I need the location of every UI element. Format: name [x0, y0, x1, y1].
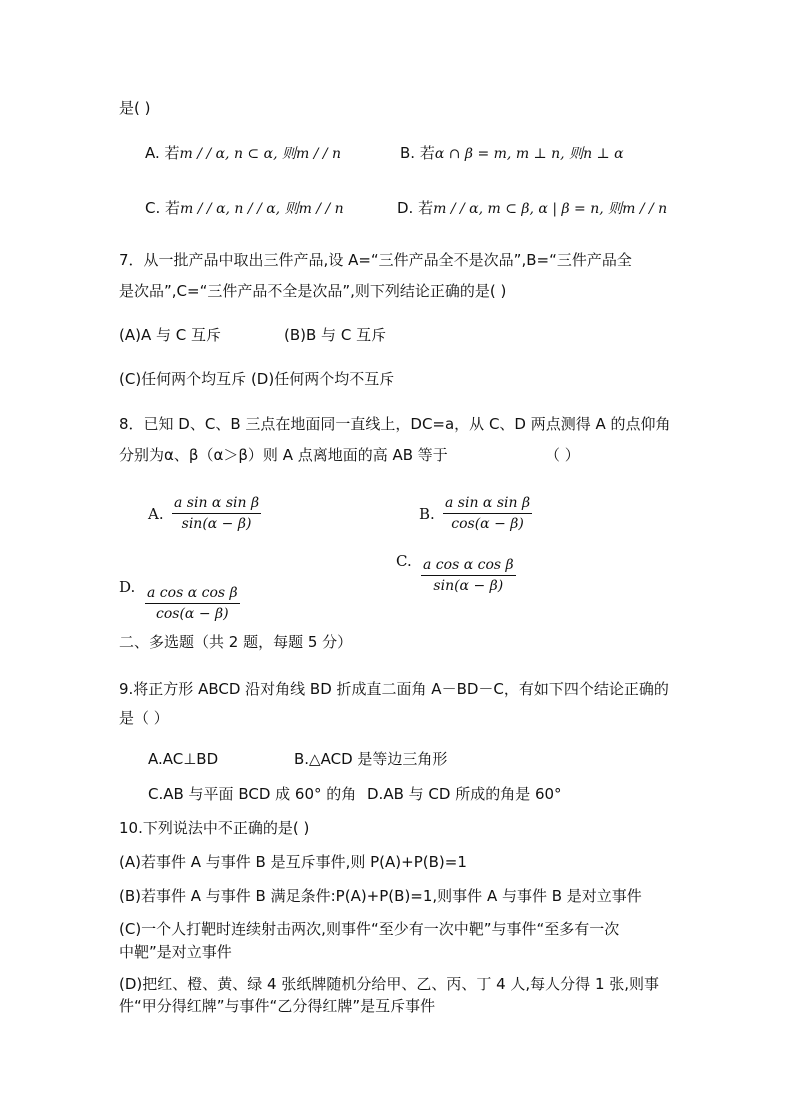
- q9-stem-line2: 是（ ）: [119, 709, 169, 727]
- q8-option-a-fraction: [172, 494, 261, 533]
- q8-option-d-numerator: a cos α cos β: [147, 585, 238, 601]
- q6-tail: 是( ): [119, 99, 151, 117]
- q10-option-d-line1: (D)把红、橙、黄、绿 4 张纸牌随机分给甲、乙、丙、丁 4 人,每人分得 1 张,则事: [119, 975, 660, 993]
- q10-option-d-line2: 件“甲分得红牌”与事件“乙分得红牌”是互斥事件: [119, 997, 436, 1015]
- q8-option-d-label: D.: [119, 578, 136, 596]
- q9-stem-line1: 9.将正方形 ABCD 沿对角线 BD 折成直二面角 A－BD－C，有如下四个结论正确的: [119, 680, 669, 698]
- q8-stem-line1: 8．已知 D、C、B 三点在地面同一直线上，DC=a，从 C、D 两点测得 A 的点仰角: [119, 415, 671, 433]
- q6-option-b: [400, 143, 624, 164]
- q7-options-cd: (C)任何两个均互斥 (D)任何两个均不互斥: [119, 370, 395, 388]
- q6-option-c: [145, 198, 344, 219]
- q6-option-a-label: A. 若: [145, 144, 180, 162]
- q8-stem-line2: 分别为α、β（α＞β）则 A 点离地面的高 AB 等于: [119, 446, 448, 464]
- q8-option-d-denominator: cos(α − β): [156, 606, 229, 622]
- q8-option-a-label: A.: [148, 505, 164, 523]
- q8-option-c-fraction: [421, 556, 516, 595]
- q8-option-a-numerator: a sin α sin β: [174, 495, 260, 511]
- q7-stem-line1: 7．从一批产品中取出三件产品,设 A=“三件产品全不是次品”,B=“三件产品全: [119, 251, 632, 269]
- q8-option-b-label: B.: [419, 505, 435, 523]
- q8-option-b-denominator: cos(α − β): [451, 516, 524, 532]
- q8-answer-paren: （ ）: [545, 446, 580, 464]
- q10-stem: 10.下列说法中不正确的是( ): [119, 819, 310, 837]
- q8-option-d-fraction: [145, 584, 240, 623]
- q9-option-c: C.AB 与平面 BCD 成 60° 的角: [148, 785, 357, 803]
- q8-option-c-numerator: a cos α cos β: [423, 557, 514, 573]
- q9-option-b: B.△ACD 是等边三角形: [294, 750, 448, 768]
- q9-option-a: A.AC⊥BD: [148, 750, 219, 768]
- q6-option-d-label: D. 若: [397, 199, 434, 217]
- q8-option-b-fraction: [443, 494, 532, 533]
- q6-option-a-math: m / / α, n ⊂ α, 则m / / n: [179, 146, 342, 162]
- section-multiple-choice-title: 二、多选题（共 2 题，每题 5 分）: [119, 633, 353, 651]
- q8-option-b-numerator: a sin α sin β: [445, 495, 531, 511]
- q6-option-a: [145, 143, 341, 164]
- q6-option-d: [397, 198, 667, 219]
- q8-option-a-denominator: sin(α − β): [181, 516, 252, 532]
- q6-option-d-math: m / / α, m ⊂ β, α | β = n, 则m / / n: [433, 201, 668, 217]
- q10-option-c-line2: 中靶”是对立事件: [119, 943, 232, 961]
- q8-option-c-denominator: sin(α − β): [433, 578, 504, 594]
- q10-option-c-line1: (C)一个人打靶时连续射击两次,则事件“至少有一次中靶”与事件“至多有一次: [119, 920, 620, 938]
- q9-option-d: D.AB 与 CD 所成的角是 60°: [367, 785, 562, 803]
- q10-option-b: (B)若事件 A 与事件 B 满足条件:P(A)+P(B)=1,则事件 A 与事件 B 是对立事件: [119, 887, 642, 905]
- q6-option-b-label: B. 若: [400, 144, 435, 162]
- q6-option-b-math: α ∩ β = m, m ⊥ n, 则n ⊥ α: [434, 146, 624, 162]
- q8-option-c-label: C.: [396, 552, 412, 570]
- q10-option-a: (A)若事件 A 与事件 B 是互斥事件,则 P(A)+P(B)=1: [119, 853, 467, 871]
- q7-stem-line2: 是次品”,C=“三件产品不全是次品”,则下列结论正确的是( ): [119, 282, 507, 300]
- q7-option-a: (A)A 与 C 互斥: [119, 326, 222, 344]
- q7-option-b: (B)B 与 C 互斥: [284, 326, 387, 344]
- q6-option-c-math: m / / α, n / / α, 则m / / n: [180, 201, 344, 217]
- q6-option-c-label: C. 若: [145, 199, 181, 217]
